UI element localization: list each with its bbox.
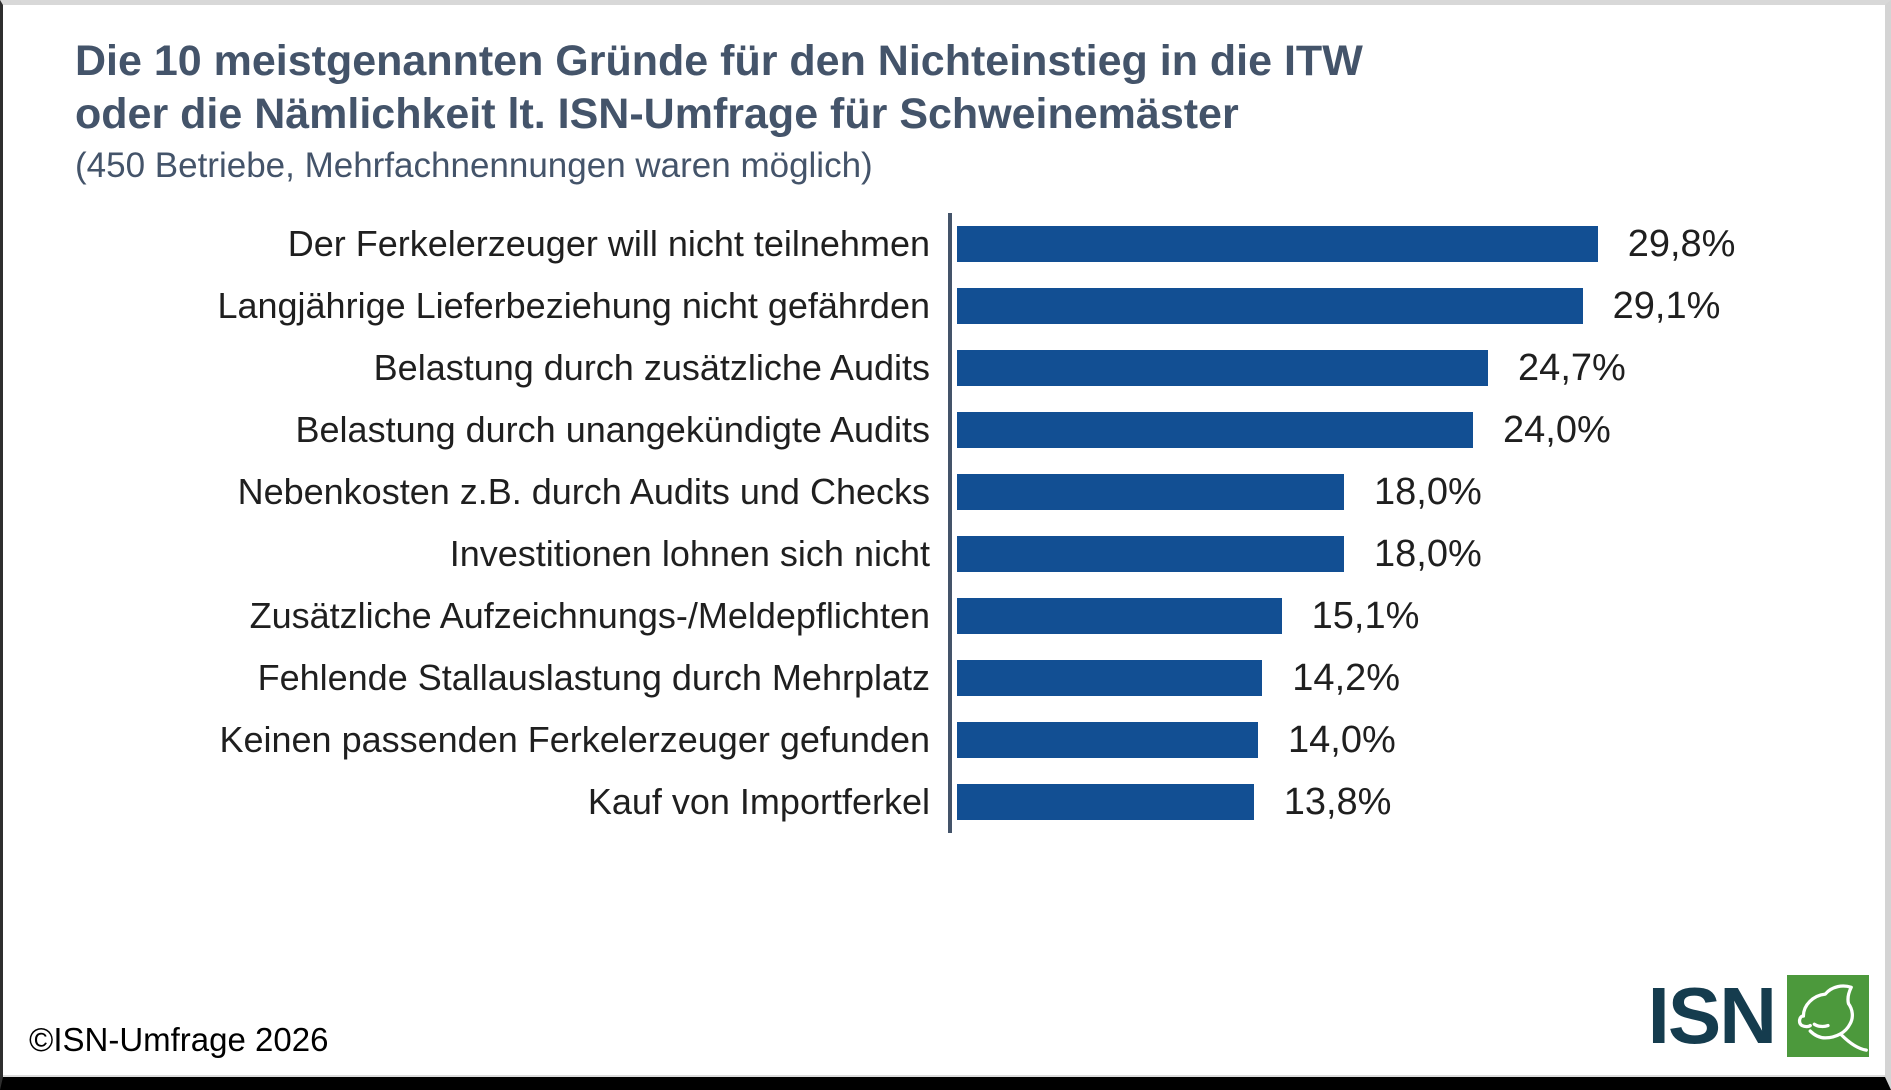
plot-area-row: [948, 647, 1885, 709]
bar: [957, 474, 1344, 510]
plot-area-row: [948, 337, 1885, 399]
logo-green-square: [1787, 975, 1869, 1057]
chart-row: [3, 275, 1885, 337]
bar-value-label: 15,1%: [1311, 594, 1420, 637]
chart-title: [75, 35, 1845, 142]
plot-area-row: [948, 771, 1885, 833]
plot-area-row: [948, 399, 1885, 461]
plot-area-row: [948, 213, 1885, 275]
bar: [957, 412, 1473, 448]
bar: [957, 350, 1488, 386]
bar-category-label: Nebenkosten z.B. durch Audits und Checks: [237, 471, 930, 513]
bar-category-label: Keinen passenden Ferkelerzeuger gefunden: [219, 719, 930, 761]
chart-row: [3, 771, 1885, 833]
plot-area-row: [948, 585, 1885, 647]
chart-row: [3, 523, 1885, 585]
bar-value-label: 18,0%: [1374, 532, 1482, 575]
chart-title-line2: oder die Nämlichkeit lt. ISN-Umfrage für Schweinemäster: [75, 90, 1239, 139]
plot-area-row: [948, 461, 1885, 523]
bar-category-label: Belastung durch zusätzliche Audits: [373, 347, 930, 389]
chart-row: [3, 647, 1885, 709]
chart-row: [3, 399, 1885, 461]
bar-value-label: 24,7%: [1518, 346, 1626, 389]
chart-row: [3, 461, 1885, 523]
bar: [957, 784, 1254, 820]
plot-area-row: [948, 523, 1885, 585]
bar-category-label: Langjährige Lieferbeziehung nicht gefährden: [217, 285, 930, 327]
chart-rows: [3, 213, 1885, 833]
copyright-text: ©ISN-Umfrage 2026: [29, 1021, 329, 1058]
plot-area-row: [948, 275, 1885, 337]
isn-logo: [1644, 969, 1873, 1063]
chart-subtitle: (450 Betriebe, Mehrfachnennungen waren möglich): [75, 145, 873, 185]
slide-content: [3, 5, 1885, 1077]
chart-title-line1: Die 10 meistgenannten Gründe für den Nichteinstieg in die ITW: [75, 37, 1363, 85]
chart-row: [3, 213, 1885, 275]
bar-category-label: Der Ferkelerzeuger will nicht teilnehmen: [287, 223, 930, 265]
bar-category-label: Investitionen lohnen sich nicht: [449, 533, 930, 575]
bar-category-label: Zusätzliche Aufzeichnungs-/Meldepflichten: [249, 595, 930, 637]
bar: [957, 722, 1258, 758]
bar-category-label: Fehlende Stallauslastung durch Mehrplatz: [257, 657, 930, 699]
bar: [957, 288, 1583, 324]
chart-row: [3, 709, 1885, 771]
title-block: [3, 5, 1885, 187]
bar: [957, 536, 1344, 572]
pig-outline-icon: [1787, 975, 1869, 1057]
chart-row: [3, 585, 1885, 647]
chart-row: [3, 337, 1885, 399]
bar-value-label: 29,1%: [1612, 284, 1721, 327]
bar-value-label: 13,8%: [1283, 780, 1392, 823]
bar: [957, 226, 1598, 262]
bar-chart: [3, 213, 1885, 833]
bar-value-label: 29,8%: [1627, 222, 1736, 265]
isn-logo-text: ISN: [1647, 971, 1775, 1060]
bar: [957, 598, 1282, 634]
bar-value-label: 14,2%: [1292, 656, 1401, 699]
bar-category-label: Kauf von Importferkel: [587, 781, 930, 823]
bar-value-label: 18,0%: [1374, 470, 1482, 513]
plot-area-row: [948, 709, 1885, 771]
bar-category-label: Belastung durch unangekündigte Audits: [295, 409, 930, 451]
bar-value-label: 24,0%: [1503, 408, 1611, 451]
bar: [957, 660, 1262, 696]
bar-value-label: 14,0%: [1288, 718, 1396, 761]
